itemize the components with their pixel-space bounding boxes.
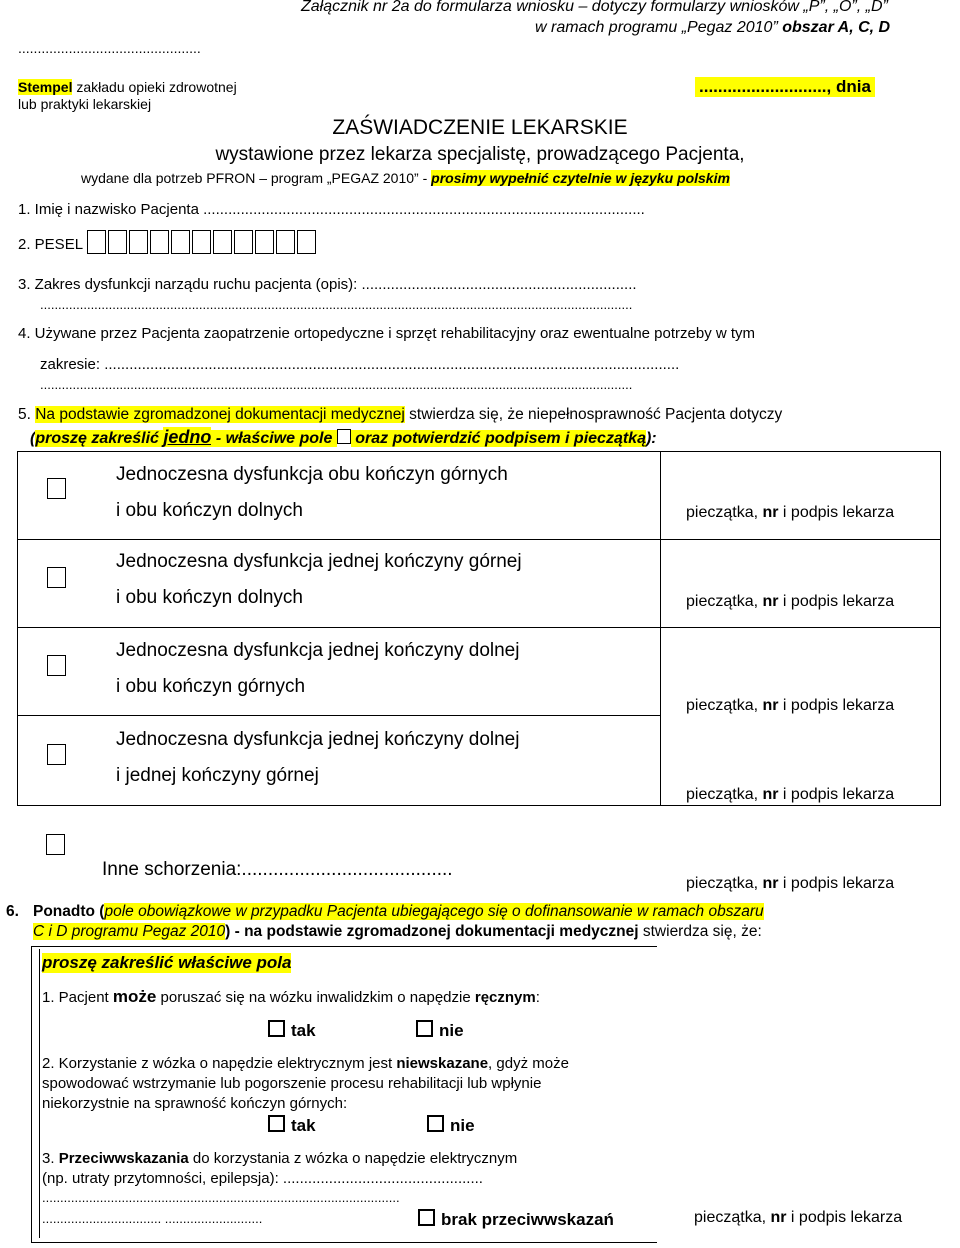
checkbox-icon (427, 1115, 444, 1132)
document-subtitle: wystawione przez lekarza specjalistę, prowadzącego Pacjenta, (215, 144, 745, 165)
row3-line1: Jednoczesna dysfunkcja jednej kończyny dolnej (116, 640, 520, 661)
pesel-digit-box[interactable] (297, 230, 316, 254)
q1-tak-option[interactable] (268, 1020, 316, 1041)
row5-checkbox[interactable] (46, 834, 65, 855)
row4-checkbox[interactable] (47, 744, 66, 765)
table-divider (660, 451, 661, 806)
q2-tak-option[interactable] (268, 1115, 316, 1136)
row2-line2: i obu kończyn dolnych (116, 587, 303, 608)
f5-field-box-icon (337, 429, 351, 444)
row3-line2: i obu kończyn górnych (116, 676, 306, 697)
q1-tak-label: tak (291, 1021, 316, 1040)
pesel-digit-box[interactable] (192, 230, 211, 254)
document-note (81, 170, 730, 186)
pesel-label: 2. PESEL (18, 236, 84, 253)
row2-stamp[interactable] (686, 593, 894, 611)
annex-line2 (535, 19, 890, 37)
q1 (42, 987, 540, 1007)
row1-checkbox[interactable] (47, 478, 66, 499)
brak-option[interactable] (418, 1209, 614, 1230)
f5-instruction-b: - właściwe pole (211, 430, 337, 447)
q2-c: , gdyż może (488, 1055, 569, 1072)
stamp-a: pieczątka, (686, 697, 763, 714)
q2-line3: niekorzystnie na sprawność kończyn górnych: (42, 1095, 348, 1112)
row1-stamp[interactable] (686, 504, 894, 522)
row5-stamp[interactable] (686, 875, 894, 893)
s6-rest: stwierdza się, że: (638, 923, 762, 940)
pesel-digit-box[interactable] (87, 230, 106, 254)
note-plain: wydane dla potrzeb PFRON – program „PEGAZ 2010” - (81, 170, 432, 186)
stamp-a: pieczątka, (686, 875, 763, 892)
row2-checkbox[interactable] (47, 567, 66, 588)
q3-line3: ................................................................................................... (42, 1190, 400, 1205)
row5-other[interactable]: Inne schorzenia:........................................ (102, 859, 453, 880)
q1-a: 1. Pacjent (42, 989, 113, 1006)
annex-line1: Załącznik nr 2a do formularza wniosku – dotyczy formularzy wniosków „P”, „O”, „D” (301, 0, 888, 15)
stamp-b: i podpis lekarza (778, 504, 895, 521)
document-title: ZAŚWIADCZENIE LEKARSKIE (332, 116, 628, 139)
q2-nie-option[interactable] (427, 1115, 475, 1136)
pesel-digit-box[interactable] (171, 230, 190, 254)
pesel-digit-box[interactable] (213, 230, 232, 254)
row1-line1: Jednoczesna dysfunkcja obu kończyn górnych (116, 464, 508, 485)
pesel-digit-box[interactable] (234, 230, 253, 254)
row3-checkbox[interactable] (47, 655, 66, 676)
s6-basis: ) - na podstawie zgromadzonej dokumentacji medycznej (225, 923, 639, 940)
q1-moze: może (112, 987, 157, 1006)
q3-line1 (42, 1150, 517, 1167)
stamp-b: i podpis lekarza (778, 697, 895, 714)
row4-line2: i jednej kończyny górnej (116, 765, 319, 786)
q1-reczny: ręcznym (474, 989, 536, 1006)
stamp-nr: nr (762, 593, 779, 610)
section6-line2 (33, 923, 762, 941)
f5-instruction-a: proszę zakreślić (35, 430, 164, 447)
table-row-sep (18, 627, 941, 628)
stamp-rest: zakładu opieki zdrowotnej (72, 79, 237, 95)
f5-jedno: jedno (163, 427, 212, 447)
q3-c: do korzystania z wózka o napędzie elektrycznym (188, 1150, 518, 1167)
row4-stamp[interactable] (686, 786, 894, 804)
stamp-b: i podpis lekarza (778, 593, 895, 610)
field5-line2 (30, 427, 657, 448)
q2-nie-label: nie (450, 1116, 475, 1135)
stamp-nr: nr (762, 697, 779, 714)
section6-inner-edge (31, 949, 40, 1238)
pesel-digit-box[interactable] (108, 230, 127, 254)
field-equipment-cont: .................................................................................................................................................................... (40, 377, 633, 392)
f5-instruction-c: oraz potwierdzić podpisem i pieczątką (350, 430, 646, 447)
field-patient-name[interactable]: 1. Imię i nazwisko Pacjenta .......................................................................................................... (18, 201, 645, 218)
pesel-digit-box[interactable] (255, 230, 274, 254)
stamp-a: pieczątka, (686, 786, 763, 803)
table-row-sep (18, 539, 941, 540)
stamp-a: pieczątka, (694, 1209, 771, 1226)
stamp-nr: nr (770, 1209, 787, 1226)
brak-label: brak przeciwwskazań (441, 1210, 614, 1229)
checkbox-icon (418, 1209, 435, 1226)
checkbox-icon (268, 1115, 285, 1132)
q3-line4: ................................. ........................... (42, 1211, 263, 1226)
s6-hl2: C i D programu Pegaz 2010 (33, 923, 226, 940)
q2-a: 2. Korzystanie z wózka o napędzie elektrycznym jest (42, 1055, 397, 1072)
checkbox-icon (416, 1020, 433, 1037)
field5-line1 (18, 406, 782, 424)
field-equipment-b: zakresie: .......................................................................................................................................... (40, 356, 680, 373)
f5-close: ): (645, 430, 657, 447)
row2-line1: Jednoczesna dysfunkcja jednej kończyny górnej (116, 551, 522, 572)
q3-a: 3. (42, 1150, 59, 1167)
date-field[interactable]: ..........................., dnia (695, 77, 875, 97)
checkbox-icon (268, 1020, 285, 1037)
q3-line2[interactable]: (np. utraty przytomności, epilepsja): ................................................ (42, 1170, 483, 1187)
stamp-b: i podpis lekarza (778, 875, 895, 892)
q1-nie-option[interactable] (416, 1020, 464, 1041)
stamp-label-line2: lub praktyki lekarskiej (18, 96, 152, 112)
stamp-a: pieczątka, (686, 593, 763, 610)
q2-tak-label: tak (291, 1116, 316, 1135)
stamp-b: i podpis lekarza (778, 786, 895, 803)
f5-num: 5. (18, 406, 36, 423)
section6-instruction: proszę zakreślić właściwe pola (42, 953, 292, 972)
stamp-label (18, 79, 237, 95)
row4-line1: Jednoczesna dysfunkcja jednej kończyny dolnej (116, 729, 520, 750)
f5-highlight: Na podstawie zgromadzonej dokumentacji medycznej (35, 406, 405, 423)
field-equipment[interactable]: 4. Używane przez Pacjenta zaopatrzenie ortopedyczne i sprzęt rehabilitacyjny oraz ewentualne potrzeby w tym (18, 325, 756, 342)
row3-stamp[interactable] (686, 697, 894, 715)
f5-paren-open: ( (30, 430, 36, 447)
stamp-a: pieczątka, (686, 504, 763, 521)
annex-area: obszar A, C, D (782, 19, 891, 36)
q1-nie-label: nie (439, 1021, 464, 1040)
section6-line1 (6, 903, 764, 921)
s6-ponadto: Ponadto ( (33, 903, 105, 920)
pesel-digit-box[interactable] (150, 230, 169, 254)
field-dysfunction[interactable]: 3. Zakres dysfunkcji narządu ruchu pacjenta (opis): .................................................................. (18, 276, 637, 293)
annex-line2-a: w ramach programu „Pegaz 2010” (535, 19, 783, 36)
row1-line2: i obu kończyn dolnych (116, 500, 303, 521)
q1-b: poruszać się na wózku inwalidzkim o napędzie (156, 989, 475, 1006)
stamp-dots: ............................................... (18, 40, 201, 56)
f5-rest: stwierdza się, że niepełnosprawność Pacjenta dotyczy (404, 406, 783, 423)
stamp-nr: nr (762, 786, 779, 803)
s6-hl1: pole obowiązkowe w przypadku Pacjenta ubiegającego się o dofinansowanie w ramach obszaru (104, 903, 764, 920)
note-highlight: prosimy wypełnić czytelnie w języku polskim (431, 170, 730, 186)
stamp-word: Stempel (18, 79, 73, 95)
q2-line1 (42, 1055, 569, 1072)
pesel-digit-box[interactable] (276, 230, 295, 254)
field-dysfunction-cont: .................................................................................................................................................................... (40, 297, 633, 312)
field-pesel (18, 230, 316, 254)
section6-stamp[interactable] (694, 1209, 902, 1227)
table-row-sep (18, 715, 661, 716)
q2-line2: spowodować wstrzymanie lub pogorszenie procesu rehabilitacji lub wpłynie (42, 1075, 542, 1092)
stamp-nr: nr (762, 504, 779, 521)
s6-num: 6. (6, 903, 19, 920)
q2-niewskazane: niewskazane (396, 1055, 489, 1072)
pesel-digit-box[interactable] (129, 230, 148, 254)
q1-c: : (535, 989, 540, 1006)
pesel-boxes[interactable] (87, 230, 316, 254)
q3-przeciwwskazania: Przeciwwskazania (58, 1150, 189, 1167)
stamp-b: i podpis lekarza (786, 1209, 903, 1226)
stamp-nr: nr (762, 875, 779, 892)
